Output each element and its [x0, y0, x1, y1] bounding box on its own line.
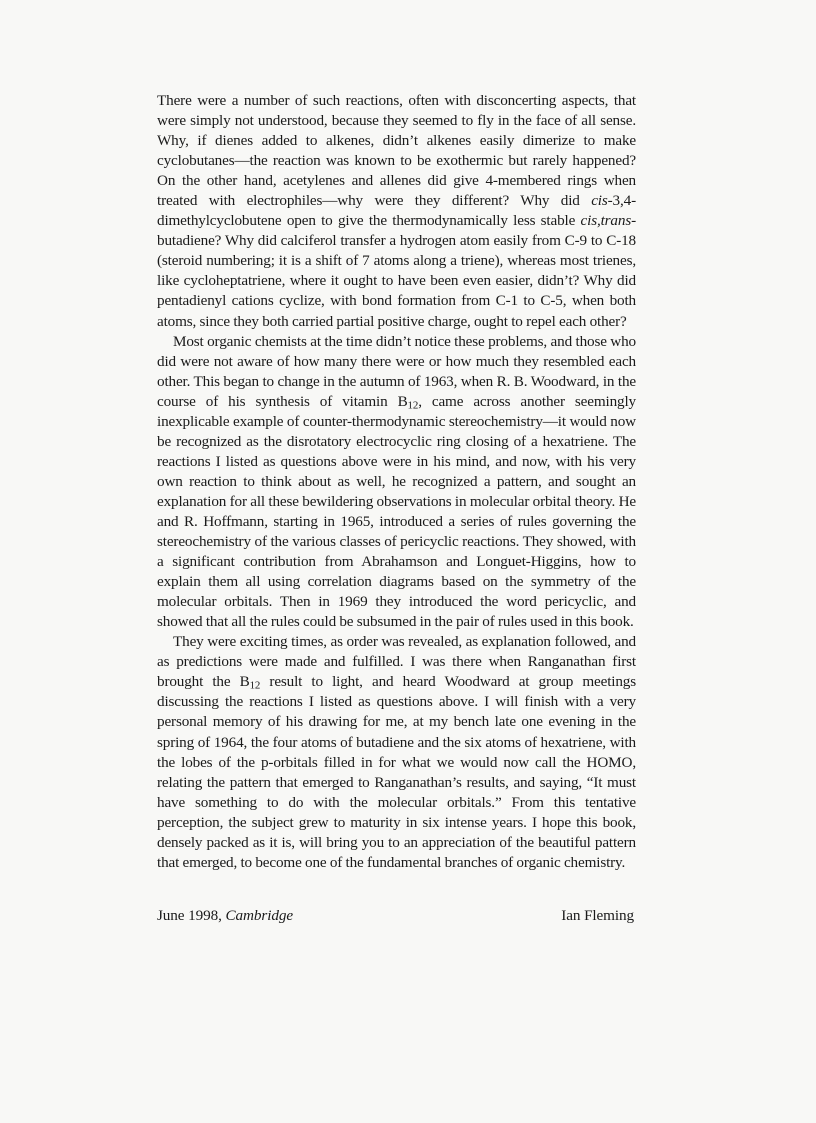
signature-line — [157, 906, 634, 926]
text-run: Most organic chemists at the time didn’t notice these problems, and those who did were not aware of how many there were or how much they resembled each other. This began to change in the autumn of 1963, when R. B. Woodward, in the course of his synthesis of vitamin B — [157, 332, 636, 410]
text-run: They were exciting times, as order was revealed, as explanation followed, and as predictions were made and fulfilled. I was there when Ranganathan first brought the B — [157, 633, 636, 691]
paragraph-2 — [157, 332, 636, 633]
body-text — [157, 91, 636, 873]
subscript: 12 — [249, 680, 261, 693]
text-run: -3,4-dimethylcyclobutene open to give the thermodynamically less stable — [157, 192, 636, 230]
place: Cambridge — [225, 907, 293, 924]
text-run: result to light, and heard Woodward at group meetings discussing the reactions I listed as questions above. I will finish with a very personal memory of his drawing for me, at my bench late one evening in the spring of 1964, the four atoms of butadiene and the six atoms of hexatriene, with the lobes of the p-orbitals filled in for what we would now call the HOMO, relating the pattern that emerged to Ranganathan’s results, and saying, “It must have something to do with the molecular orbitals.” From this tentative perception, the subject grew to maturity in six intense years. I hope this book, densely packed as it is, will bring you to an appreciation of the beautiful pattern that emerged, to become one of the fundamental branches of organic chemistry. — [157, 673, 636, 871]
date-place — [157, 906, 293, 926]
paragraph-3 — [157, 632, 636, 873]
text-run: There were a number of such reactions, often with disconcerting aspects, that were simply not understood, because they seemed to fly in the face of all sense. Why, if dienes added to alkenes, didn’t alkenes easily dimerize to make cyclobutanes—the reaction was known to be exothermic but rarely happened? On the other hand, acetylenes and allenes did give 4-membered rings when treated with electrophiles—why were they different? Why did — [157, 92, 636, 210]
text-run: -butadiene? Why did calciferol transfer a hydrogen atom easily from C-9 to C-18 (steroid numbering; it is a shift of 7 atoms along a triene), whereas most trienes, like cycloheptatriene, where it ought to have been even easier, didn’t? Why did pentadienyl cations cyclize, with bond formation from C-1 to C-5, when both atoms, since they both carried partial positive charge, ought to repel each other? — [157, 212, 636, 330]
paragraph-1 — [157, 91, 636, 332]
date: June 1998, — [157, 907, 226, 924]
subscript: 12 — [407, 399, 419, 412]
author-name: Ian Fleming — [561, 907, 634, 924]
italic-term: cis — [591, 192, 608, 210]
text-run: , came across another seemingly inexplicable example of counter-thermodynamic stereochemistry—it would now be recognized as the disrotatory electrocyclic ring closing of a hexatriene. The reactions I listed as questions above were in his mind, and now, with his very own reaction to think about as well, he recognized a pattern, and sought an explanation for all these bewildering observations in molecular orbital theory. He and R. Hoffmann, starting in 1965, introduced a series of rules governing the stereochemistry of the various classes of pericyclic reactions. They showed, with a significant contribution from Abrahamson and Longuet-Higgins, how to explain them all using correlation diagrams based on the symmetry of the molecular orbitals. Then in 1969 they introduced the word pericyclic, and showed that all the rules could be subsumed in the pair of rules used in this book. — [157, 392, 636, 631]
italic-term: cis,trans — [580, 212, 632, 230]
